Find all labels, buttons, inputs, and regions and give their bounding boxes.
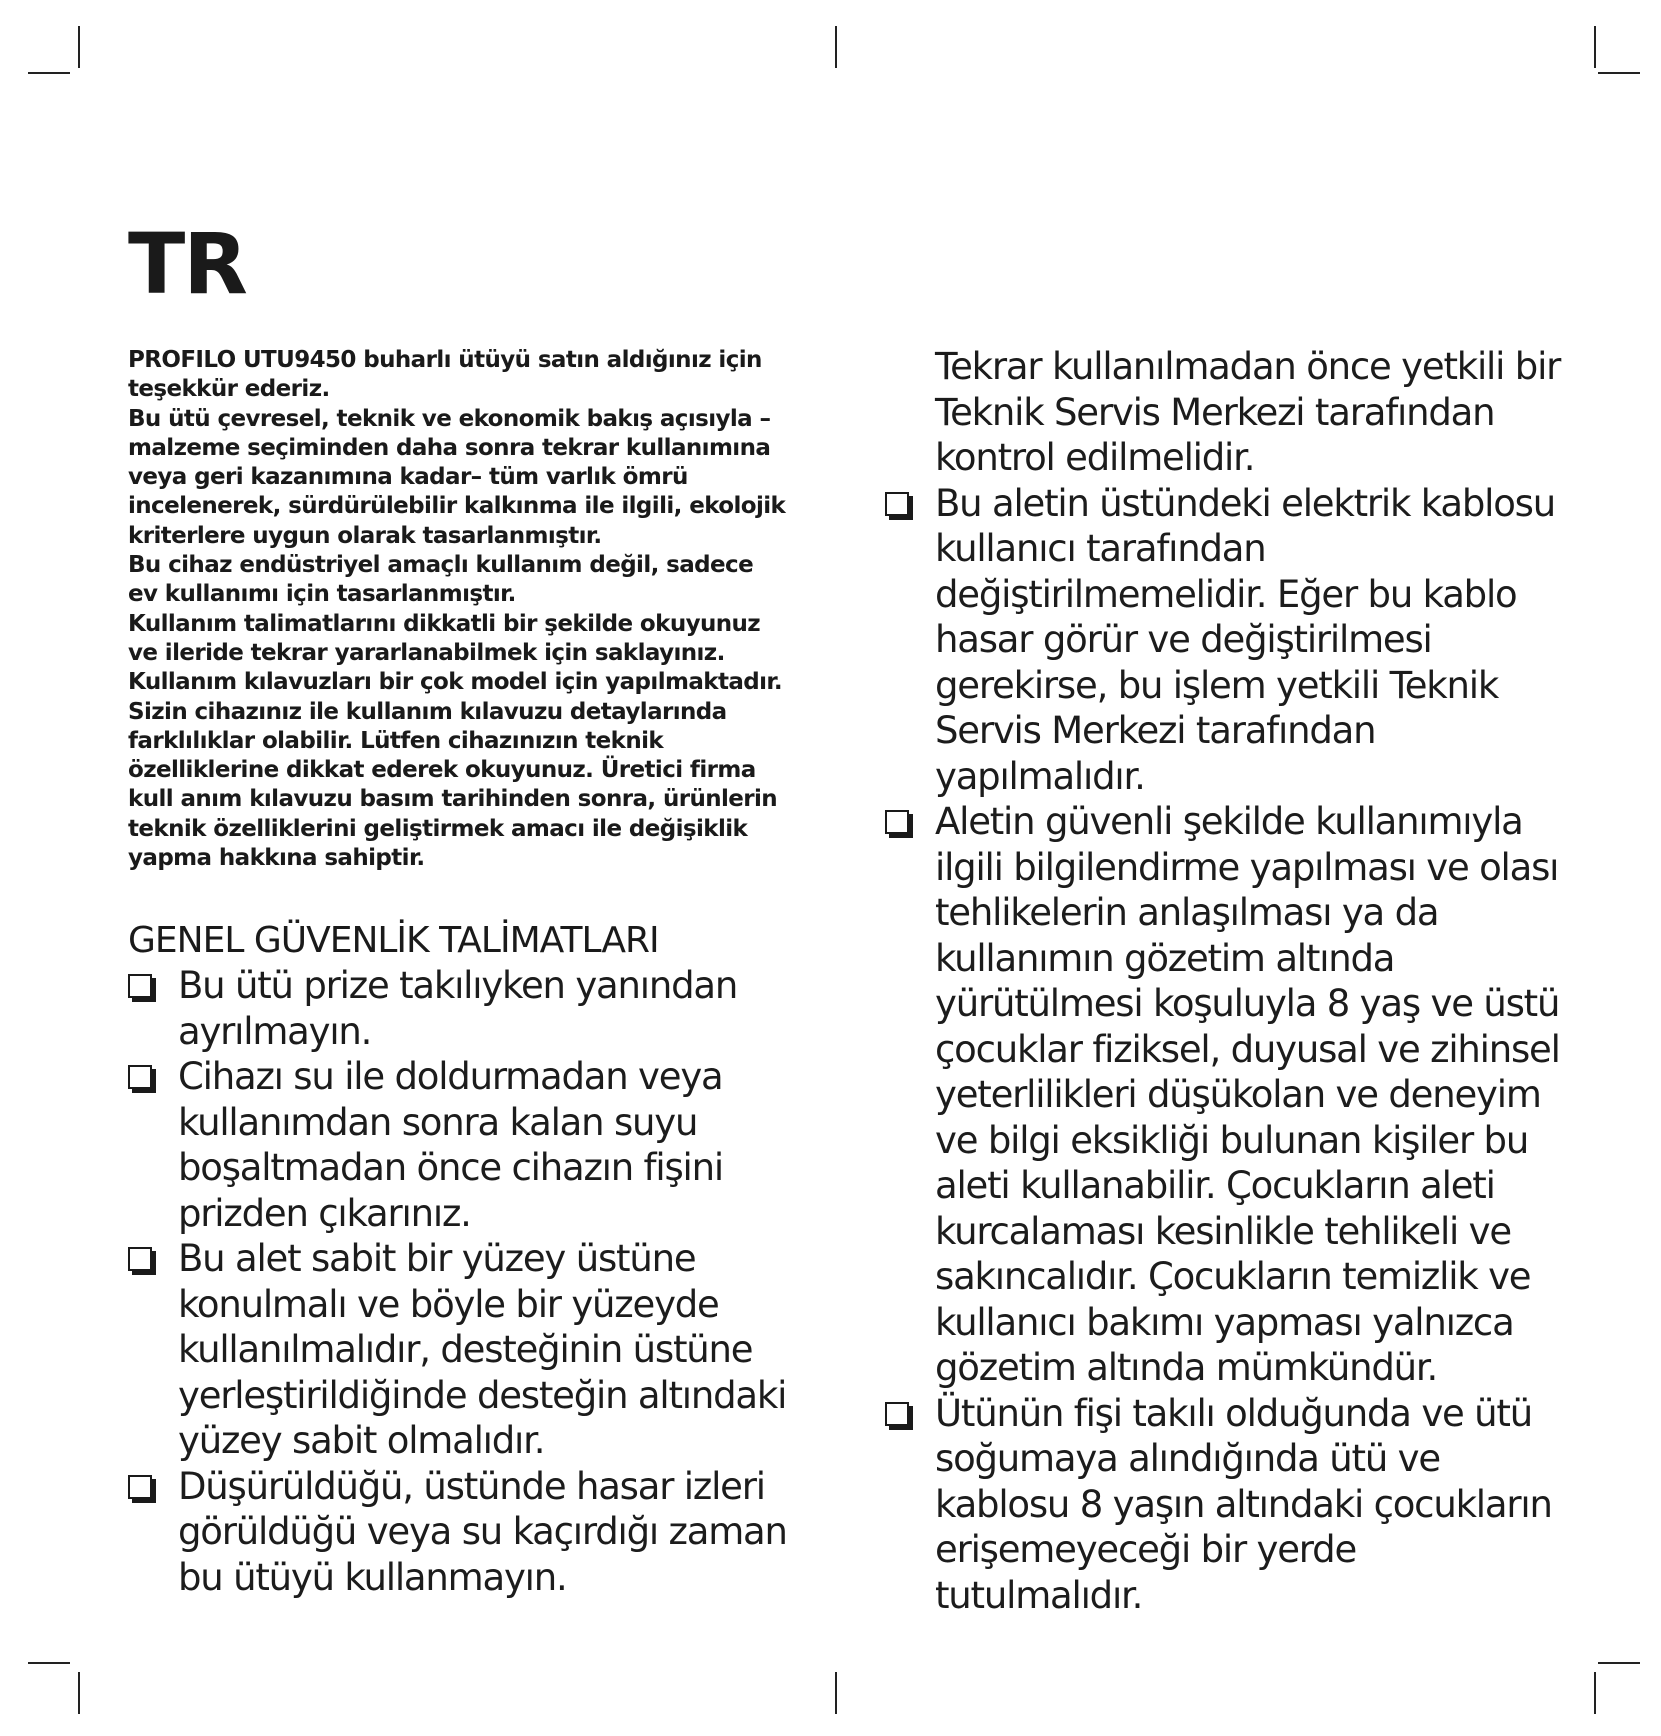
intro-paragraph: Bu ütü çevresel, teknik ve ekonomik bakış açısıyla – malzeme seçiminden daha sonra tekrar kullanımına veya geri kazanımına kadar– tüm varlık ömrü incelenerek, sürdürülebilir kalkınma ile ilgili, ekolojik kriterlere uygun olarak tasarlanmıştır. <box>128 405 786 549</box>
checkbox-bullet-icon <box>128 1065 152 1089</box>
list-item-text: Bu alet sabit bir yüzey üstüne konulmalı ve böyle bir yüzeyde kullanılmalıdır, desteğinin üstüne yerleştirildiğinde desteğin altındaki yüzey sabit olmalıdır. <box>178 1237 787 1463</box>
list-item <box>128 1464 788 1601</box>
intro-paragraph: Kullanım talimatlarını dikkatli bir şekilde okuyunuz ve ileride tekrar yararlanabilmek için saklayınız. <box>128 610 761 666</box>
list-item-text: Bu aletin üstündeki elektrik kablosu kullanıcı tarafından değiştirilmemelidir. Eğer bu kablo hasar görür ve değiştirilmesi gerekirse, bu işlem yetkili Teknik Servis Merkezi tarafından yapılmalıdır. <box>935 481 1555 798</box>
list-item <box>128 963 788 1054</box>
intro-paragraph: Kullanım kılavuzları bir çok model için yapılmaktadır. Sizin cihazınız ile kullanım kılavuzu detaylarında farklılıklar olabilir. Lütfen cihazınızın teknik özelliklerine dikkat ederek okuyunuz. Üretici firma kull anım kılavuzu basım tarihinden sonra, ürünlerin teknik özelliklerini geliştirmek amacı ile değişiklik yapma hakkına sahiptir. <box>128 669 783 872</box>
crop-mark <box>1598 72 1640 74</box>
list-item <box>885 481 1565 800</box>
crop-mark <box>28 72 70 74</box>
checkbox-bullet-icon <box>128 974 152 998</box>
safety-list-left <box>128 963 788 1600</box>
checkbox-bullet-icon <box>885 1402 909 1426</box>
checkbox-bullet-icon <box>885 492 909 516</box>
intro-paragraph: Bu cihaz endüstriyel amaçlı kullanım değil, sadece ev kullanımı için tasarlanmıştır. <box>128 552 754 608</box>
crop-mark <box>1594 1672 1596 1714</box>
crop-mark <box>1594 26 1596 68</box>
list-item-text: Cihazı su ile doldurmadan veya kullanımdan sonra kalan suyu boşaltmadan önce cihazın fişini prizden çıkarınız. <box>178 1055 723 1235</box>
crop-mark <box>835 1672 837 1714</box>
section-title: GENEL GÜVENLİK TALİMATLARI <box>128 920 659 962</box>
list-item-text: Bu ütü prize takılıyken yanından ayrılmayın. <box>178 964 738 1053</box>
checkbox-bullet-icon <box>885 810 909 834</box>
checkbox-bullet-icon <box>128 1475 152 1499</box>
safety-list-right <box>885 481 1565 1619</box>
list-item-text: Aletin güvenli şekilde kullanımıyla ilgili bilgilendirme yapılması ve olası tehlikelerin anlaşılması ya da kullanımın gözetim altında yürütülmesi koşuluyla 8 yaş ve üstü çocuklar fiziksel, duyusal ve zihinsel yeterlilikleri düşükolan ve deneyim ve bilgi eksikliği bulunan kişiler bu aleti kullanabilir. Çocukların aleti kurcalaması kesinlikle tehlikeli ve sakıncalıdır. Çocukların temizlik ve kullanıcı bakımı yapması yalnızca gözetim altında mümkündür. <box>935 800 1560 1389</box>
list-item-text: Düşürüldüğü, üstünde hasar izleri görüldüğü veya su kaçırdığı zaman bu ütüyü kullanmayın. <box>178 1464 787 1599</box>
intro-paragraph: PROFILO UTU9450 buharlı ütüyü satın aldığınız için teşekkür ederiz. <box>128 347 762 403</box>
list-item <box>885 1391 1565 1619</box>
list-item <box>128 1054 788 1236</box>
list-item-continuation: Tekrar kullanılmadan önce yetkili bir Teknik Servis Merkezi tarafından kontrol edilmelidir. <box>935 345 1561 479</box>
crop-mark <box>1598 1662 1640 1664</box>
language-code-heading: TR <box>128 215 246 313</box>
left-column <box>128 346 788 1600</box>
list-item <box>885 799 1565 1391</box>
list-item <box>128 1236 788 1464</box>
list-item-text: Ütünün fişi takılı olduğunda ve ütü soğumaya alındığında ütü ve kablosu 8 yaşın altındaki çocukların erişemeyeceği bir yerde tutulmalıdır. <box>935 1391 1552 1617</box>
right-column <box>885 344 1565 1618</box>
crop-mark <box>28 1662 70 1664</box>
checkbox-bullet-icon <box>128 1247 152 1271</box>
intro-text <box>128 346 788 873</box>
crop-mark <box>78 26 80 68</box>
crop-mark <box>835 26 837 68</box>
crop-mark <box>78 1672 80 1714</box>
